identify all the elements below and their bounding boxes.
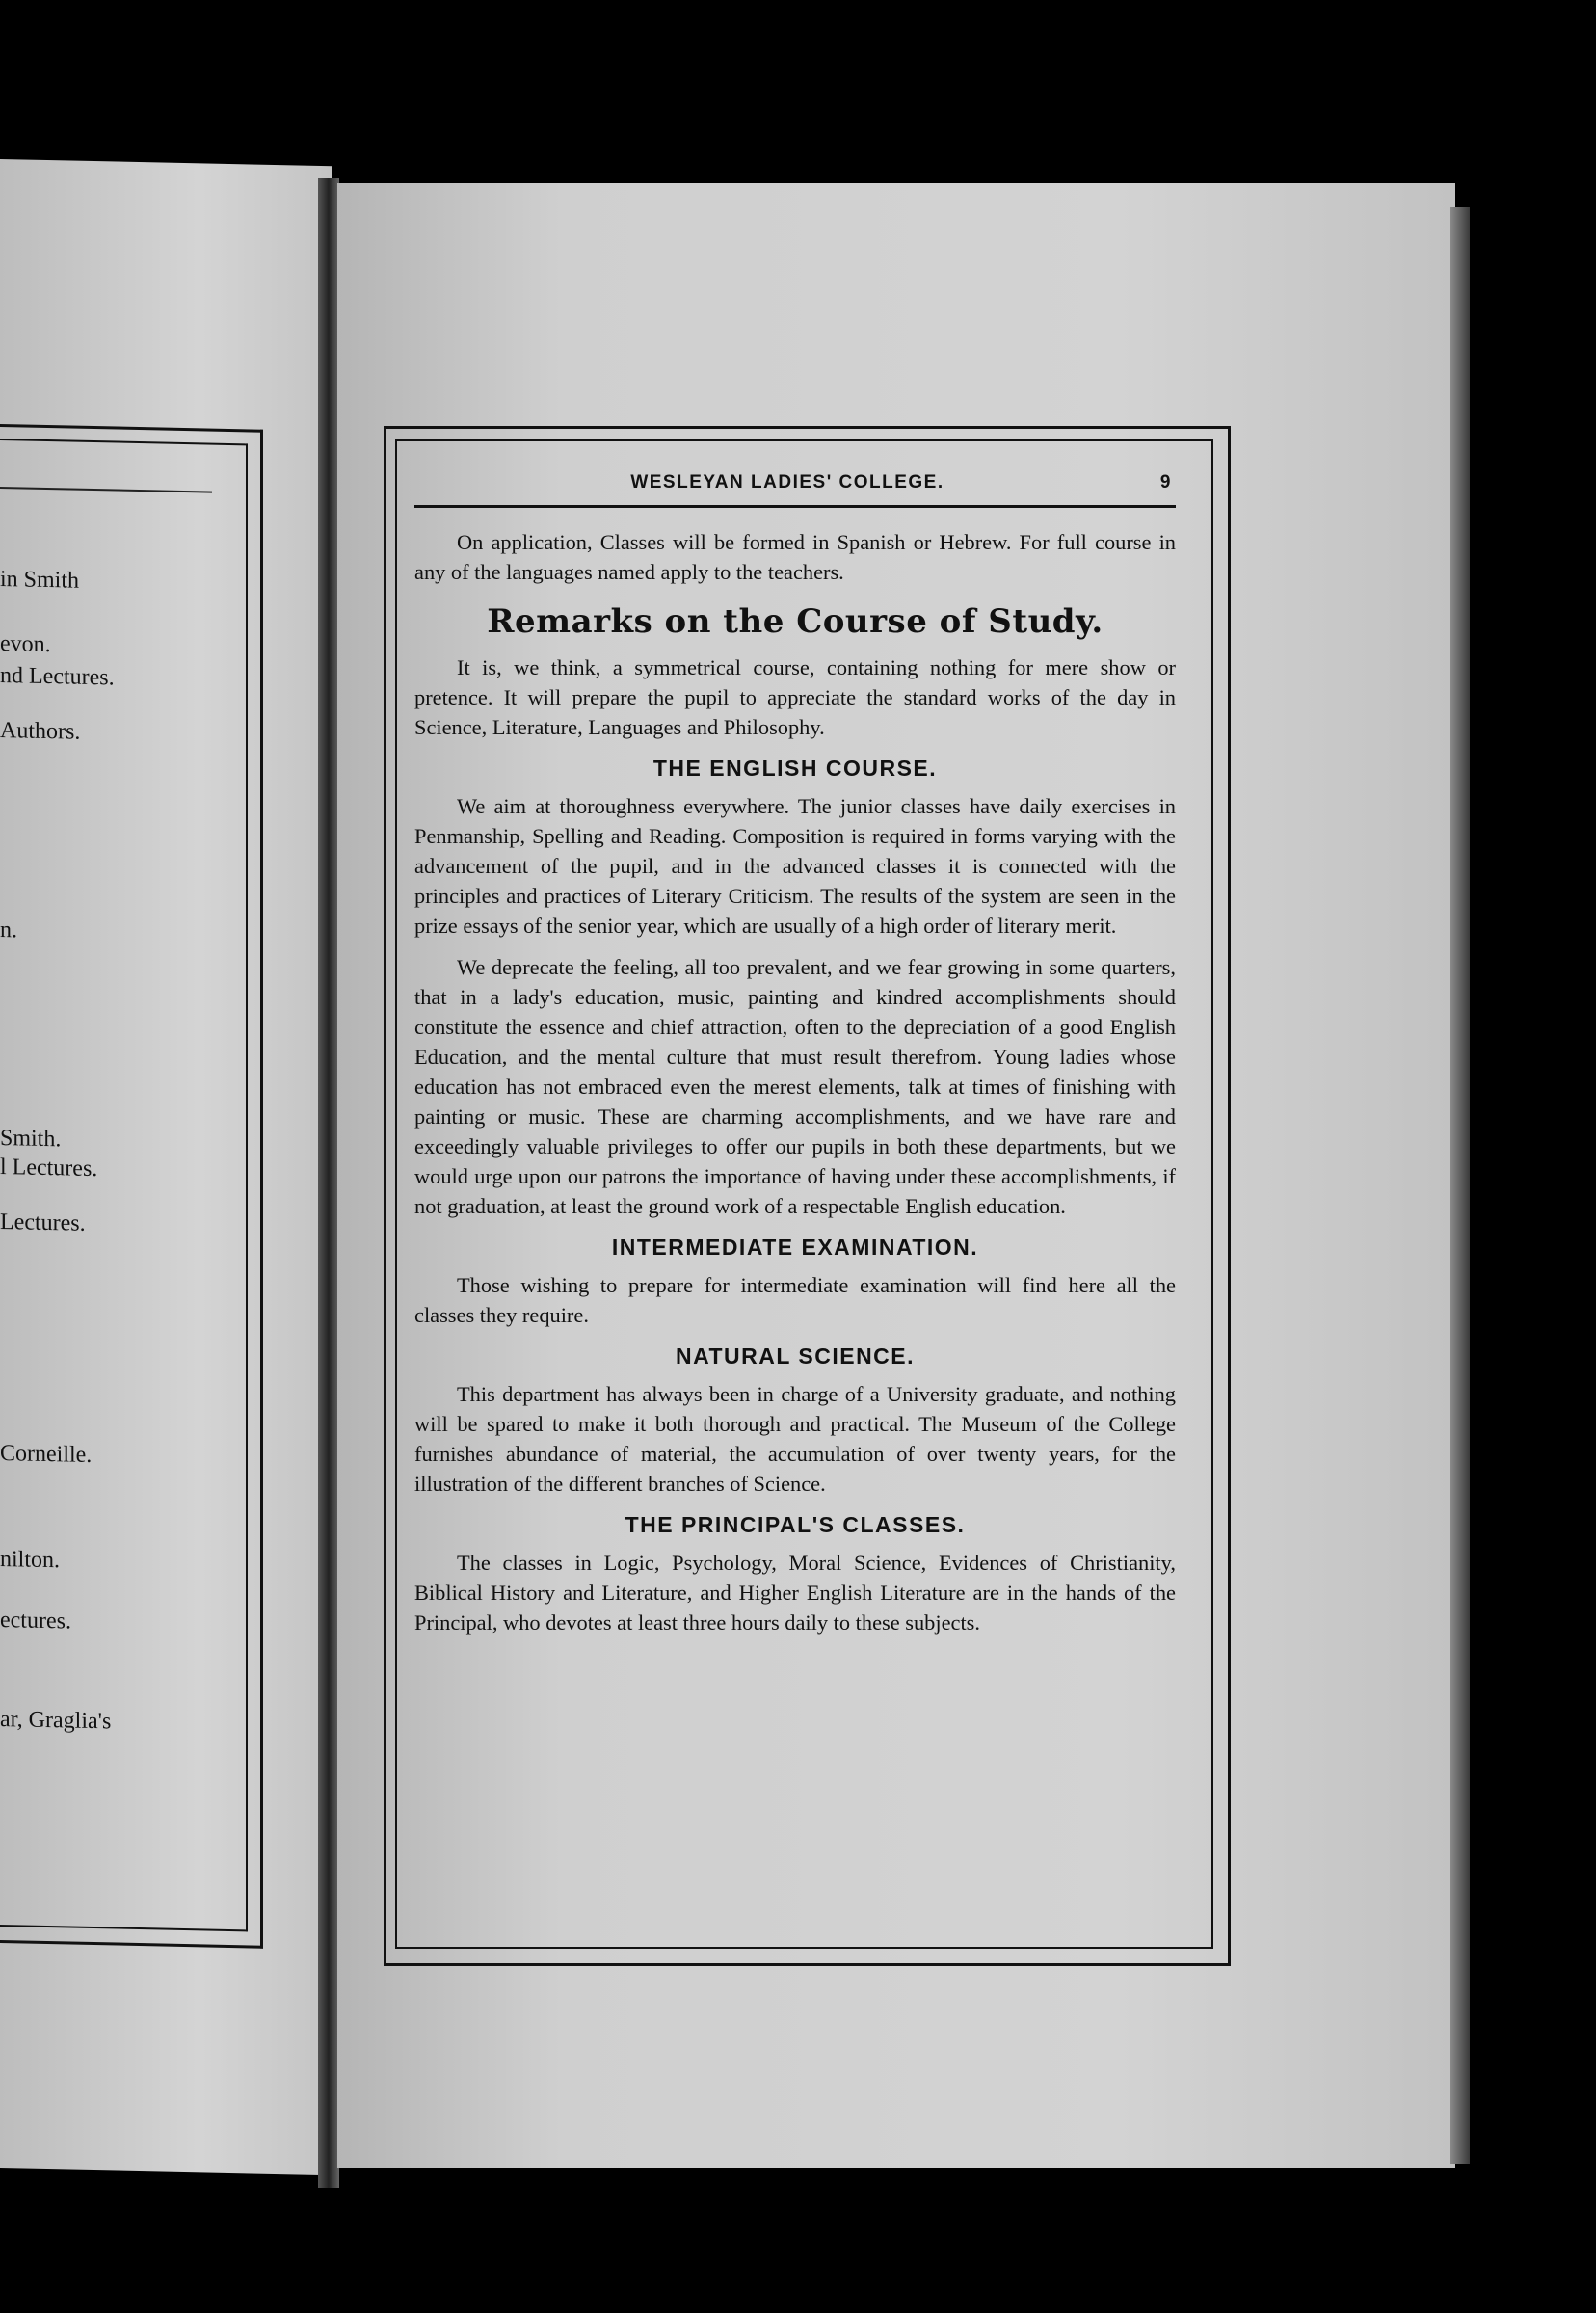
- left-page-line: Smith.: [0, 1126, 62, 1153]
- book-spine: [318, 178, 339, 2188]
- right-page-edge: [1450, 207, 1470, 2164]
- intermediate-exam-heading: INTERMEDIATE EXAMINATION.: [611, 1235, 979, 1260]
- left-page-line: ar, Graglia's: [0, 1707, 112, 1735]
- running-head-rule: [414, 505, 1176, 508]
- english-course-heading: THE ENGLISH COURSE.: [652, 756, 938, 781]
- main-heading: Remarks on the Course of Study.: [487, 602, 1104, 641]
- intermediate-exam-paragraph: Those wishing to prepare for intermediate examination will find here all the classes they require.: [414, 1273, 1176, 1327]
- running-head-title: WESLEYAN LADIES' COLLEGE.: [630, 472, 944, 492]
- principals-classes-heading: THE PRINCIPAL'S CLASSES.: [625, 1512, 966, 1537]
- intro-paragraph: On application, Classes will be formed in Spanish or Hebrew. For full course in any of the languages named apply to the teachers.: [414, 530, 1176, 584]
- running-head: [414, 472, 1176, 493]
- natural-science-paragraph: This department has always been in charge of a University graduate, and nothing will be spared to make it both thorough and practical. The Museum of the College furnishes abundance of material, the accumulation of over twenty years, for the illustration of the different branches of Science.: [414, 1382, 1176, 1496]
- english-course-paragraph-1: We aim at thoroughness everywhere. The junior classes have daily exercises in Penmanship, Spelling and Reading. Composition is required in forms varying with the advancement of the pupil, and in the advanced classes it is connected with the principles and practices of Literary Criticism. The results of the system are seen in the prize essays of the senior year, which are usually of a high order of literary merit.: [414, 794, 1176, 938]
- left-page-line: nd Lectures.: [0, 663, 115, 691]
- left-page-line: n.: [0, 917, 17, 944]
- left-page-line: ectures.: [0, 1608, 71, 1635]
- remarks-paragraph: It is, we think, a symmetrical course, containing nothing for mere show or pretence. It will prepare the pupil to appreciate the standard works of the day in Science, Literature, Languages and Philosophy.: [414, 655, 1176, 739]
- left-page-line: evon.: [0, 631, 51, 658]
- left-page-line: Corneille.: [0, 1441, 93, 1468]
- page-content: [414, 472, 1176, 1637]
- left-facing-page: [0, 159, 332, 2175]
- page-number: 9: [1159, 472, 1172, 492]
- natural-science-heading: NATURAL SCIENCE.: [675, 1343, 916, 1369]
- left-page-line: Authors.: [0, 718, 81, 745]
- left-page-line: nilton.: [0, 1547, 61, 1574]
- left-page-line: Lectures.: [0, 1210, 86, 1236]
- left-page-line: l Lectures.: [0, 1155, 98, 1183]
- left-page-line: in Smith: [0, 567, 80, 594]
- principals-classes-paragraph: The classes in Logic, Psychology, Moral Science, Evidences of Christianity, Biblical History and Literature, and Higher English Literature are in the hands of the Principal, who devotes at least three hours daily to these subjects.: [414, 1551, 1176, 1635]
- english-course-paragraph-2: We deprecate the feeling, all too prevalent, and we fear growing in some quarters, that in a lady's education, music, painting and kindred accomplishments should constitute the essence and chief attraction, often to the depreciation of a good English Education, and the mental culture that must result therefrom. Young ladies whose education has not embraced even the merest elements, talk at times of finishing with painting or music. These are charming accomplishments, and we have rare and exceedingly valuable privileges to offer our pupils in both these departments, but we would urge upon our patrons the importance of having under these accomplishments, if not graduation, at least the ground work of a respectable English education.: [414, 955, 1176, 1218]
